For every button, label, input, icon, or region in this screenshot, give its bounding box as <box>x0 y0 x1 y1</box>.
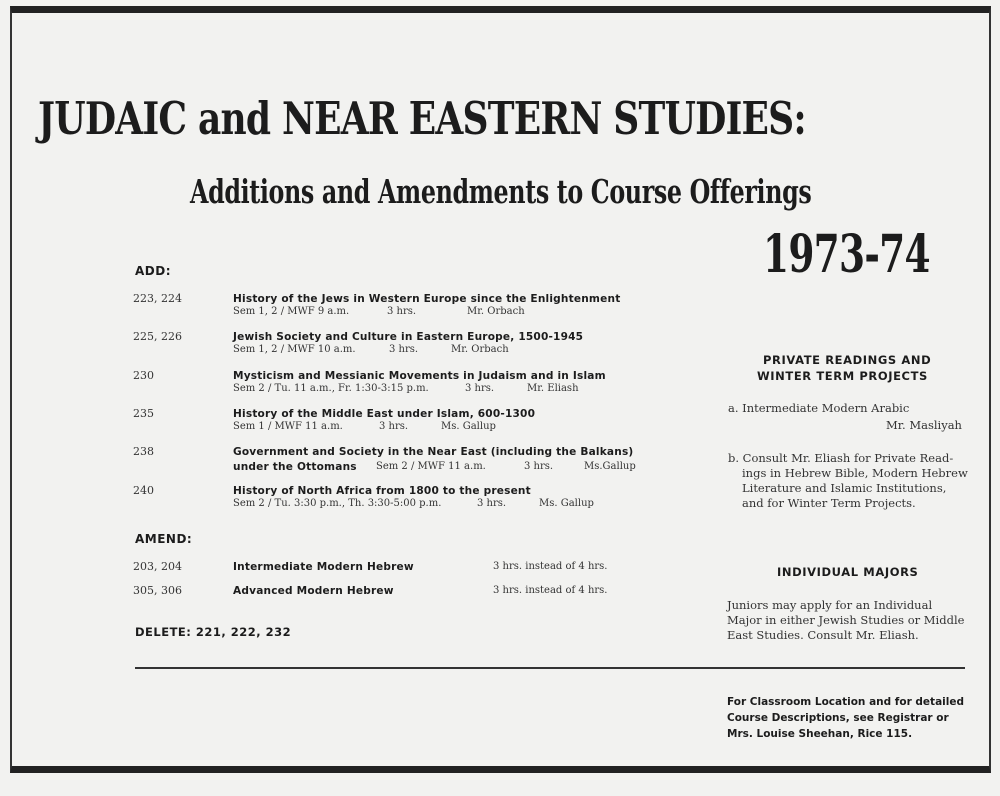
academic-year: 1973-74 <box>763 224 930 285</box>
amend-heading: AMEND: <box>135 532 193 546</box>
course-meta <box>376 461 636 472</box>
majors-text-line: East Studies. Consult Mr. Eliash. <box>727 628 919 642</box>
course-title: History of North Africa from 1800 to the present <box>233 484 531 497</box>
course-number: 238 <box>133 445 154 458</box>
course-meta <box>233 421 496 432</box>
page-title: JUDAIC and NEAR EASTERN STUDIES: <box>38 92 806 145</box>
course-meta <box>233 306 525 317</box>
course-change: 3 hrs. instead of 4 hrs. <box>493 585 608 596</box>
delete-line: DELETE: 221, 222, 232 <box>135 625 292 639</box>
course-title: Mysticism and Messianic Movements in Judaism and in Islam <box>233 369 606 382</box>
course-schedule: Sem 2 / Tu. 11 a.m., Fr. 1:30-3:15 p.m. <box>233 383 429 394</box>
footer-note-line: Course Descriptions, see Registrar or <box>727 712 949 724</box>
course-instructor: Mr. Orbach <box>451 344 509 355</box>
course-schedule: Sem 2 / MWF 11 a.m. <box>376 461 486 472</box>
course-schedule: Sem 2 / Tu. 3:30 p.m., Th. 3:30-5:00 p.m. <box>233 498 442 509</box>
course-number: 223, 224 <box>133 292 182 305</box>
course-instructor: Mr. Orbach <box>467 306 525 317</box>
course-hours: 3 hrs. <box>389 344 419 355</box>
individual-majors-heading: INDIVIDUAL MAJORS <box>777 565 919 579</box>
private-readings-heading: PRIVATE READINGS AND <box>763 353 932 367</box>
majors-text-line: Major in either Jewish Studies or Middle <box>727 613 965 627</box>
course-schedule: Sem 1, 2 / MWF 10 a.m. <box>233 344 356 355</box>
private-item-a: a. Intermediate Modern Arabic <box>728 401 910 415</box>
private-item-b-line: and for Winter Term Projects. <box>742 496 916 510</box>
course-title-continued: under the Ottomans <box>233 460 357 473</box>
course-number: 203, 204 <box>133 560 182 573</box>
course-schedule: Sem 1 / MWF 11 a.m. <box>233 421 343 432</box>
page-subtitle: Additions and Amendments to Course Offerings <box>190 172 812 211</box>
private-item-a-instructor: Mr. Masliyah <box>886 418 962 432</box>
course-hours: 3 hrs. <box>465 383 495 394</box>
course-meta <box>233 383 579 394</box>
course-instructor: Ms.Gallup <box>584 461 636 472</box>
course-number: 230 <box>133 369 154 382</box>
footer-note-line: For Classroom Location and for detailed <box>727 696 964 708</box>
course-instructor: Ms. Gallup <box>441 421 496 432</box>
private-item-b-line: b. Consult Mr. Eliash for Private Read- <box>728 451 954 465</box>
course-title: Government and Society in the Near East (including the Balkans) <box>233 445 634 458</box>
course-hours: 3 hrs. <box>379 421 409 432</box>
course-title: Intermediate Modern Hebrew <box>233 560 414 573</box>
course-title: Advanced Modern Hebrew <box>233 584 394 597</box>
course-number: 235 <box>133 407 154 420</box>
course-hours: 3 hrs. <box>477 498 507 509</box>
course-hours: 3 hrs. <box>387 306 417 317</box>
private-item-b-line: ings in Hebrew Bible, Modern Hebrew <box>742 466 968 480</box>
majors-text-line: Juniors may apply for an Individual <box>727 598 933 612</box>
course-instructor: Mr. Eliash <box>527 383 579 394</box>
course-number: 240 <box>133 484 154 497</box>
course-meta <box>233 344 509 355</box>
course-instructor: Ms. Gallup <box>539 498 594 509</box>
course-title: History of the Jews in Western Europe since the Enlightenment <box>233 292 621 305</box>
course-change: 3 hrs. instead of 4 hrs. <box>493 561 608 572</box>
course-number: 305, 306 <box>133 584 182 597</box>
winter-term-heading: WINTER TERM PROJECTS <box>757 369 928 383</box>
course-title: History of the Middle East under Islam, 600-1300 <box>233 407 536 420</box>
add-heading: ADD: <box>135 264 172 278</box>
course-number: 225, 226 <box>133 330 182 343</box>
horizontal-rule <box>135 667 965 669</box>
course-hours: 3 hrs. <box>524 461 554 472</box>
course-schedule: Sem 1, 2 / MWF 9 a.m. <box>233 306 350 317</box>
course-title: Jewish Society and Culture in Eastern Europe, 1500-1945 <box>233 330 584 343</box>
course-meta <box>233 498 594 509</box>
footer-note-line: Mrs. Louise Sheehan, Rice 115. <box>727 728 913 740</box>
private-item-b-line: Literature and Islamic Institutions, <box>742 481 947 495</box>
